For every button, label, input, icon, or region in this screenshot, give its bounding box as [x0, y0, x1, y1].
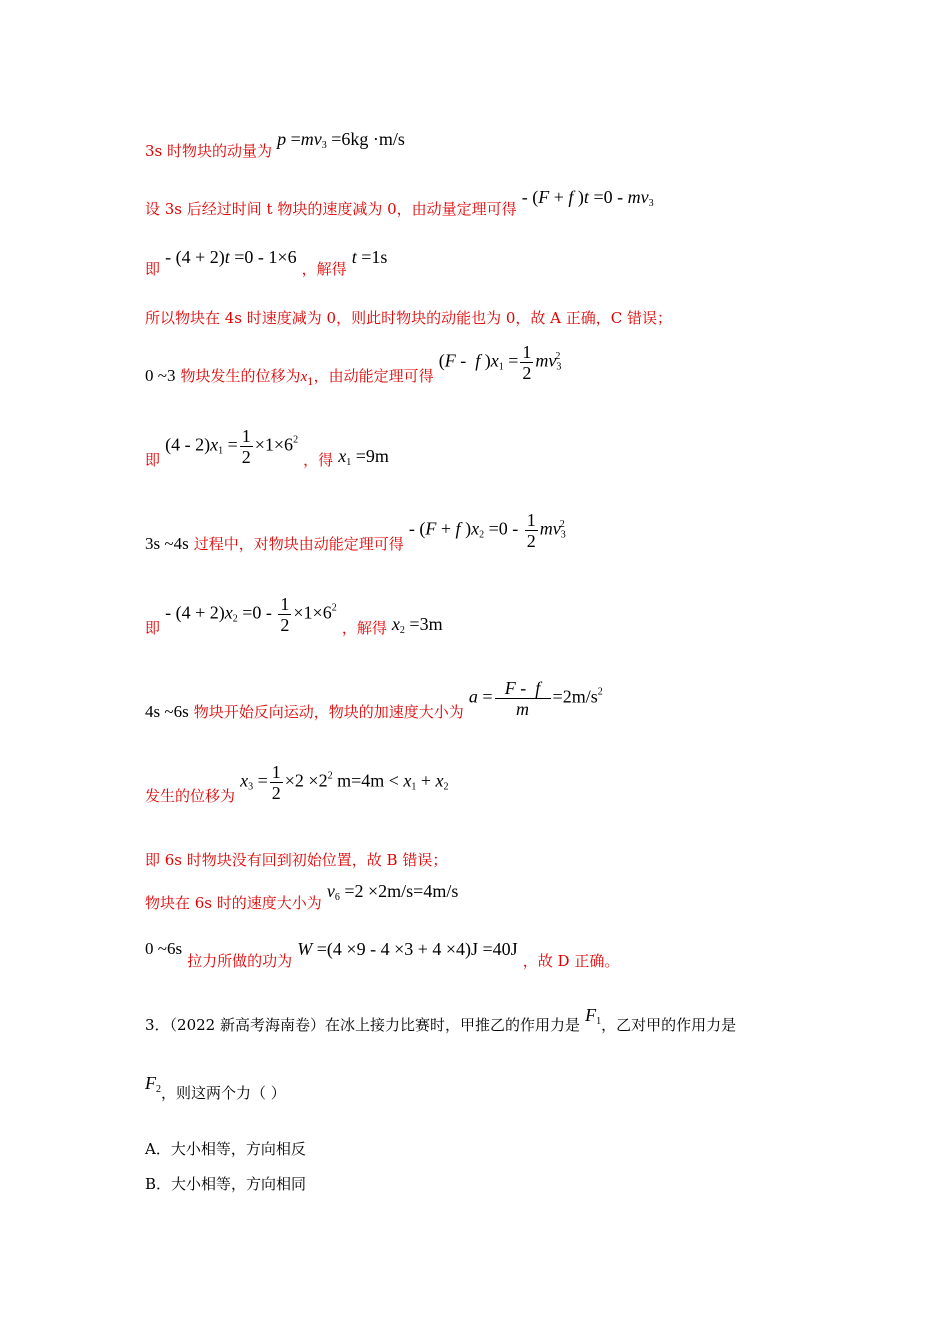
conclusion-b-line: [145, 849, 447, 870]
interval-0-3: 0 ~3: [145, 366, 176, 385]
x2-solve-prefix: 即: [145, 619, 161, 637]
velocity-formula: $v_6 =2 \times 2m/s=4m/s$: [326, 880, 459, 903]
f1-symbol: $F_1$: [585, 1004, 602, 1027]
question-3-stem-b: ，乙对甲的作用力是: [601, 1016, 737, 1034]
question-3-line-1: [145, 1004, 737, 1034]
x1-result: $x_1 =9m$: [338, 445, 389, 468]
energy-3-4-text: 过程中，对物块由动能定理可得: [193, 535, 404, 553]
time-solve-prefix: 即: [145, 260, 161, 278]
question-3-stem-2: ，则这两个力（ ）: [161, 1084, 286, 1102]
question-3-line-2: [145, 1072, 286, 1102]
displacement3-line: [145, 762, 449, 803]
velocity-line: [145, 880, 459, 912]
work-end: ，故 D 正确。: [522, 952, 620, 970]
displacement3-text: 发生的位移为: [145, 787, 236, 805]
work-line: [145, 938, 620, 970]
x1-symbol: x: [300, 369, 308, 385]
f2-symbol: $F_2$: [145, 1072, 161, 1095]
interval-4-6: 4s ~6s: [145, 702, 189, 721]
acceleration-text: 物块开始反向运动，物块的加速度大小为: [193, 703, 464, 721]
work-formula: W =(4 ×9 - 4 ×3 + 4 ×4)J =40J: [297, 939, 518, 959]
time-solve-line: [145, 246, 388, 278]
momentum-text: 3s 时物块的动量为: [145, 142, 273, 160]
displacement1-line: [145, 342, 562, 388]
x2-solve-mid: ，解得: [341, 619, 387, 637]
time-equation: - (4 + 2)t =0 - 1×6: [165, 247, 297, 267]
x2-equation: - $(4 + 2)x_2 =0$ - $\frac{1}{2}$ $\times 1\times 6^2$: [165, 594, 337, 635]
x1-solve-mid: ，得: [303, 451, 334, 469]
impulse-formula: - (F + f )$t =0 - mv_3$: [521, 186, 654, 209]
interval-3-4: 3s ~4s: [145, 534, 189, 553]
conclusion-b-text: 即 6s 时物块没有回到初始位置，故 B 错误；: [145, 851, 448, 869]
displacement1-text2: ，由动能定理可得: [313, 367, 434, 385]
x2-solve-line: [145, 594, 443, 635]
x1-equation: $(4 - 2)x_1$ = $\frac{1}{2}$ $\times 1\times 6^2$: [165, 426, 299, 467]
acceleration-formula: a = $\frac{F - f}{m}$ $=2m/s^2$: [468, 678, 603, 719]
work-text: 拉力所做的功为: [187, 952, 293, 970]
acceleration-line: [145, 678, 603, 719]
option-a: [145, 1138, 306, 1159]
conclusion-ac-text: 所以物块在 4s 时速度减为 0，则此时物块的动能也为 0，故 A 正确，C 错误；: [145, 309, 673, 327]
impulse-line: [145, 186, 654, 218]
x1-solve-prefix: 即: [145, 451, 161, 469]
time-solve-mid: ，解得: [301, 260, 347, 278]
interval-0-6: 0 ~6s: [145, 939, 183, 958]
x2-result: $x_2 =3m$: [391, 613, 443, 636]
work-energy-formula-1: (F - f )$x_1$ = $\frac{1}{2}$ $mv_3^2$: [438, 342, 562, 383]
work-energy-formula-2: - (F + f )$x_2 =0$ - $\frac{1}{2}$ $mv_3^2$: [408, 510, 566, 551]
x1-subscript: 1: [307, 377, 314, 388]
momentum-formula: $p =mv_3 =6kg \cdot m/s$: [277, 128, 405, 151]
energy-3-4-line: [145, 510, 565, 551]
x1-solve-line: [145, 426, 389, 467]
option-a-text: A．大小相等，方向相反: [145, 1140, 306, 1158]
option-b-text: B．大小相等，方向相同: [145, 1175, 307, 1193]
option-b: [145, 1173, 306, 1194]
displacement1-text: 物块发生的位移为: [180, 367, 301, 385]
impulse-text: 设 3s 后经过时间 t 物块的速度减为 0，由动量定理可得: [145, 200, 517, 218]
conclusion-ac-line: [145, 307, 672, 328]
question-3-stem: 3．（2022 新高考海南卷）在冰上接力比赛时，甲推乙的作用力是: [145, 1016, 580, 1034]
momentum-line: [145, 128, 405, 160]
time-result: t =1s: [351, 247, 388, 267]
velocity-text: 物块在 6s 时的速度大小为: [145, 894, 322, 912]
x3-formula: $x_3$ = $\frac{1}{2}$ $\times 2 \times 2^2$ $m=4m < x_1 + x_2$: [240, 762, 449, 803]
